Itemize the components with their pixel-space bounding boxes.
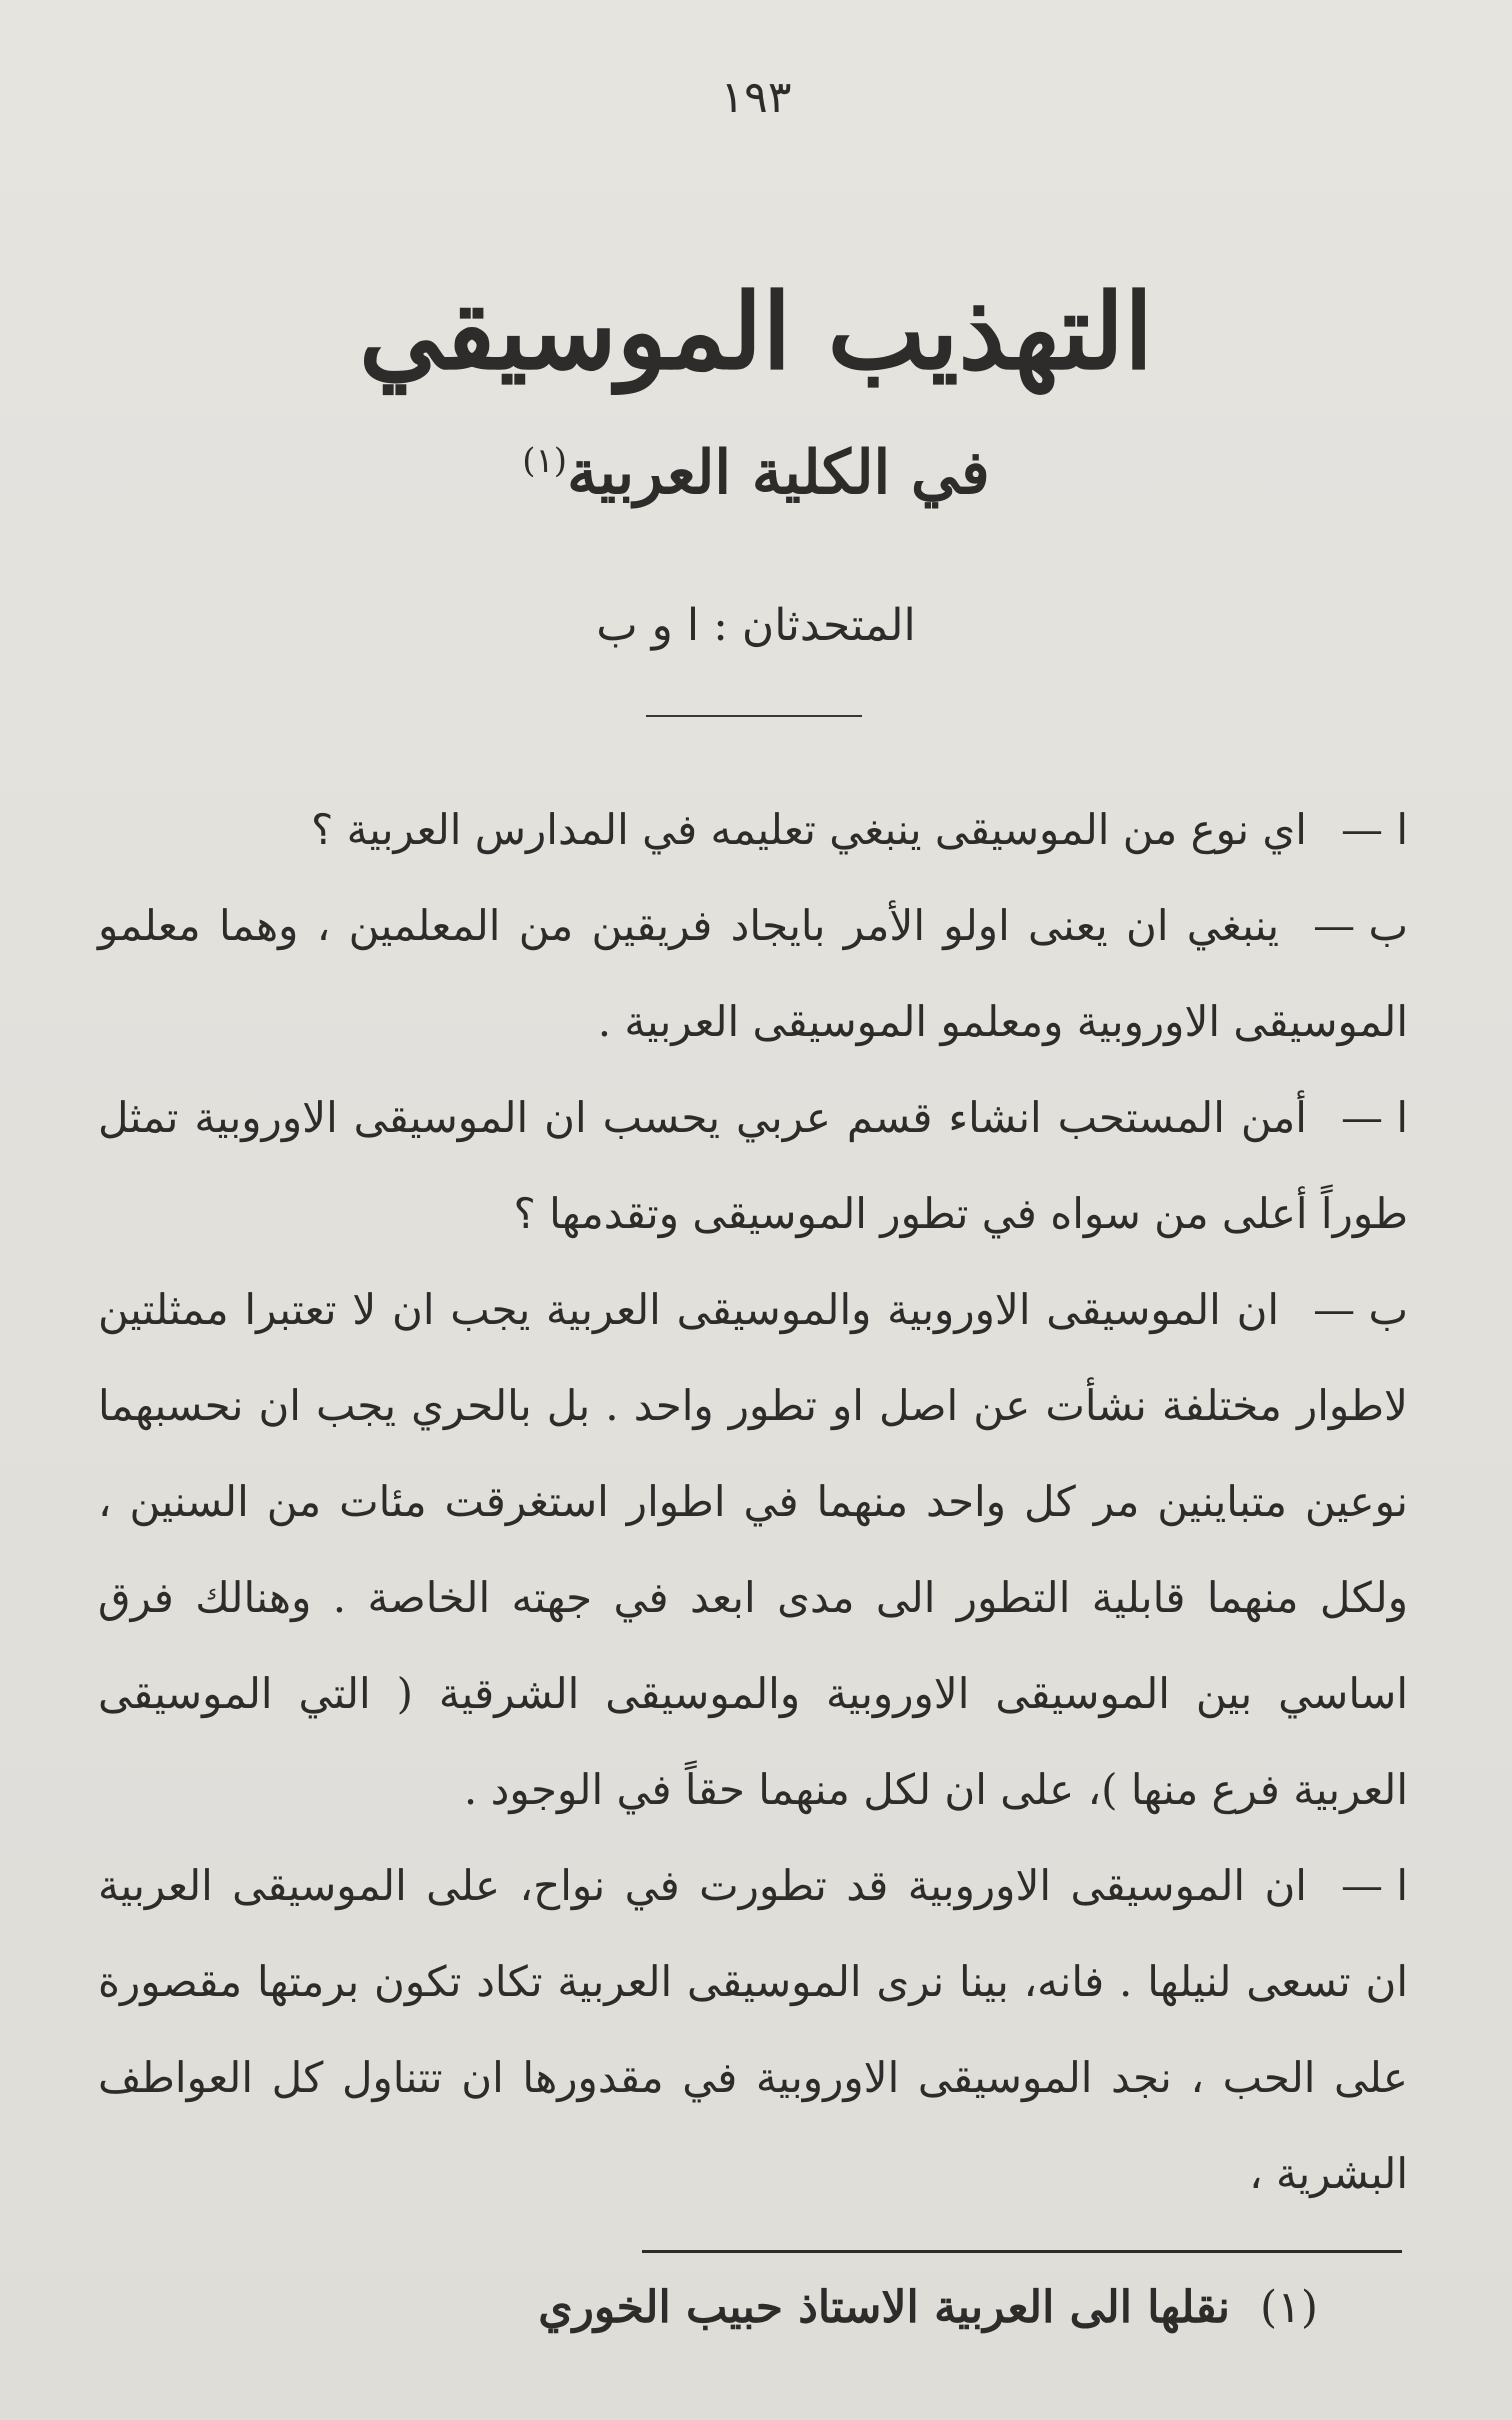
speaker-label: ا — bbox=[1340, 805, 1408, 854]
dialogue-paragraph bbox=[98, 782, 1408, 878]
dialogue-text: اي نوع من الموسيقى ينبغي تعليمه في المدارس العربية ؟ bbox=[310, 805, 1307, 854]
dialogue-text: ينبغي ان يعنى اولو الأمر بايجاد فريقين من المعلمين ، وهما معلمو الموسيقى الاوروبية ومعلمو الموسيقى العربية . bbox=[98, 901, 1408, 1046]
dialogue-body bbox=[98, 782, 1408, 2222]
footnote-reference: (١) bbox=[522, 441, 568, 481]
speakers-line: المتحدثان : ا و ب bbox=[596, 600, 916, 651]
dialogue-paragraph bbox=[98, 1070, 1408, 1262]
footnote-text: نقلها الى العربية الاستاذ حبيب الخوري bbox=[538, 2282, 1231, 2333]
page-number: ١٩٣ bbox=[720, 72, 792, 123]
speaker-label: ا — bbox=[1340, 1093, 1408, 1142]
dialogue-paragraph bbox=[98, 878, 1408, 1070]
speaker-label: ا — bbox=[1340, 1861, 1408, 1910]
title-divider bbox=[646, 715, 862, 717]
dialogue-paragraph bbox=[98, 1262, 1408, 1838]
page-subtitle bbox=[0, 438, 1512, 508]
dialogue-text: أمن المستحب انشاء قسم عربي يحسب ان الموسيقى الاوروبية تمثل طوراً أعلى من سواه في تطور الموسيقى وتقدمها ؟ bbox=[98, 1093, 1408, 1238]
footnote-divider bbox=[642, 2250, 1402, 2253]
speaker-label: ب — bbox=[1313, 901, 1408, 950]
speaker-label: ب — bbox=[1313, 1285, 1408, 1334]
footnote bbox=[0, 2282, 1318, 2333]
dialogue-text: ان الموسيقى الاوروبية قد تطورت في نواح، على الموسيقى العربية ان تسعى لنيلها . فانه، بينا نرى الموسيقى العربية تكاد تكون برمتها مقصورة على الحب ، نجد الموسيقى الاوروبية في مقدورها ان تتناول كل العواطف البشرية ، bbox=[98, 1861, 1408, 2198]
page-title: التهذيب الموسيقي bbox=[358, 270, 1153, 393]
subtitle-text: في الكلية العربية bbox=[567, 438, 990, 508]
dialogue-text: ان الموسيقى الاوروبية والموسيقى العربية يجب ان لا تعتبرا ممثلتين لاطوار مختلفة نشأت عن اصل او تطور واحد . بل بالحري يجب ان نحسبهما نوعين متباينين مر كل واحد منهما في اطوار استغرقت مئات من السنين ، ولكل منهما قابلية التطور الى مدى ابعد في جهته الخاصة . وهنالك فرق اساسي بين الموسيقى الاوروبية والموسيقى الشرقية ( التي الموسيقى العربية فرع منها )، على ان لكل منهما حقاً في الوجود . bbox=[98, 1285, 1408, 1814]
dialogue-paragraph bbox=[98, 1838, 1408, 2222]
footnote-mark: (١) bbox=[1260, 2282, 1318, 2333]
